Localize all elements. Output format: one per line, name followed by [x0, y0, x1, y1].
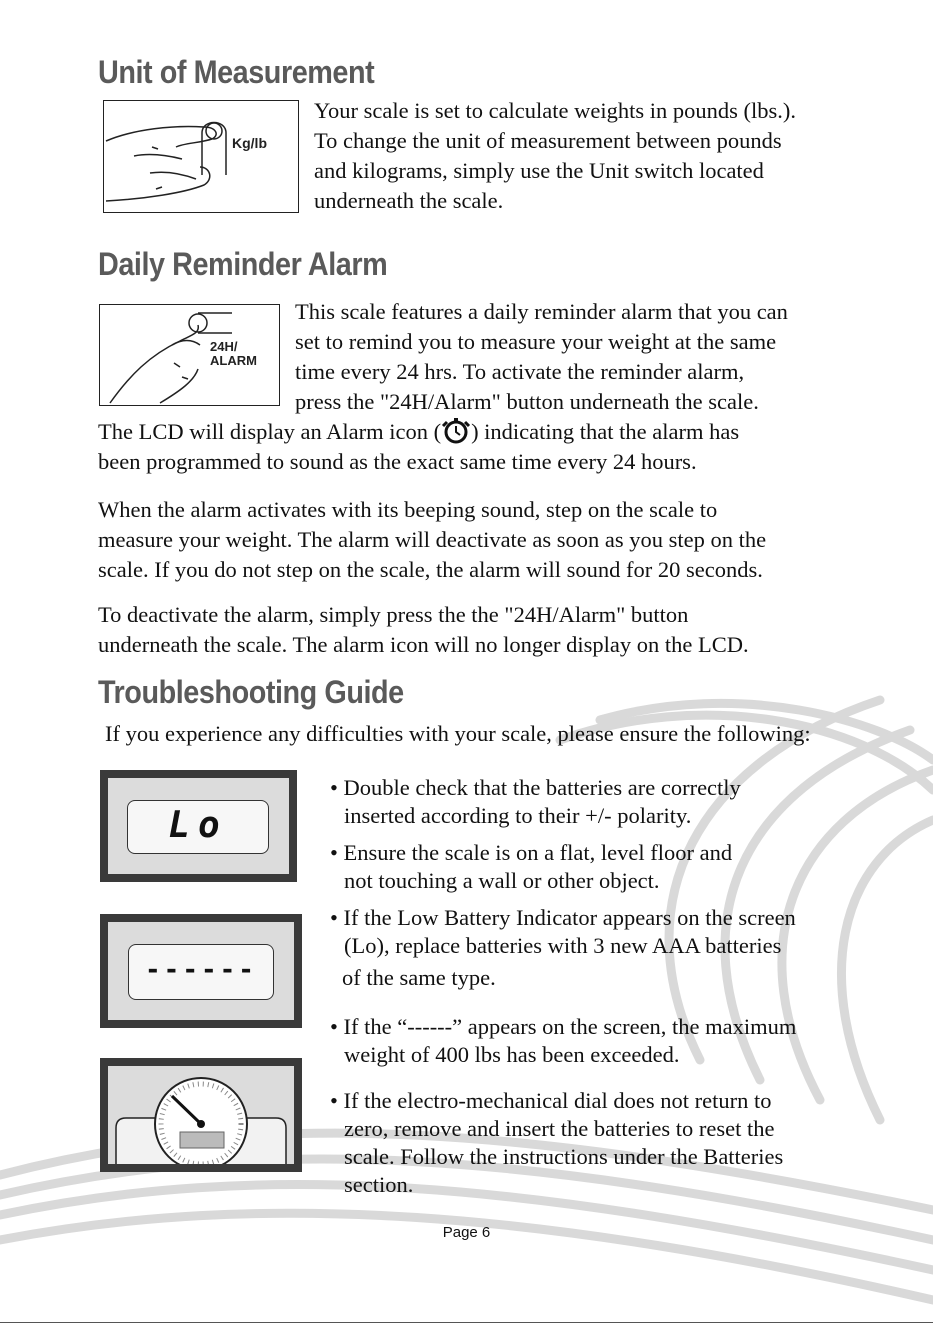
- alarm-deactivate-paragraph: To deactivate the alarm, simply press the the "24H/Alarm" button underneath the scale. The alarm icon will no longer display on the LCD.: [98, 602, 749, 657]
- alarm-lcd-paragraph: The LCD will display an Alarm icon ( ) indicating that the alarm has been programmed to sound as the exact same time every 24 hours.: [98, 419, 740, 474]
- alarm-clock-icon: [441, 418, 471, 444]
- kglb-label: Kg/lb: [232, 135, 267, 151]
- troubleshooting-intro: If you experience any difficulties with your scale, please ensure the following:: [105, 721, 811, 746]
- bullet-4: • If the “------” appears on the screen, the maximum weight of 400 lbs has been exceeded.: [330, 1014, 797, 1067]
- bottom-divider: [0, 1322, 933, 1323]
- section-title-unit: Unit of Measurement: [98, 54, 375, 90]
- unit-switch-figure: [103, 100, 299, 213]
- lcd-dashes-figure: [100, 914, 302, 1028]
- bullet-5: • If the electro-mechanical dial does not return to zero, remove and insert the batteries to reset the scale. Follow the instructions under the Batteries section.: [330, 1088, 784, 1197]
- alarm-button-figure: [99, 304, 280, 406]
- lcd-lo-figure: [100, 770, 297, 882]
- alarm-activate-paragraph: When the alarm activates with its beeping sound, step on the scale to measure your weight. The alarm will deactivate as soon as you step on the scale. If you do not step on the scale, the alarm will sound for 20 seconds.: [98, 497, 767, 582]
- section-title-alarm: Daily Reminder Alarm: [98, 246, 388, 282]
- alarm-label-1: 24H/: [210, 339, 238, 354]
- lcd-dashes-text: ------: [145, 955, 257, 985]
- bullet-1: • Double check that the batteries are correctly inserted according to their +/- polarity.: [330, 775, 741, 828]
- bullet-3: • If the Low Battery Indicator appears on the screen (Lo), replace batteries with 3 new AAA batteries of the same type.: [330, 905, 796, 990]
- alarm-label-2: ALARM: [210, 353, 257, 368]
- lcd-lo-text: Lo: [168, 805, 228, 846]
- unit-paragraph: Your scale is set to calculate weights in pounds (lbs.). To change the unit of measurement between pounds and kilograms, simply use the Unit switch located underneath the scale.: [314, 98, 797, 213]
- hand-press-icon: [104, 101, 298, 212]
- section-title-troubleshooting: Troubleshooting Guide: [98, 674, 404, 710]
- hand-press-alarm-icon: [100, 305, 279, 405]
- bullet-2: • Ensure the scale is on a flat, level floor and not touching a wall or other object.: [330, 840, 733, 893]
- page-number: Page 6: [442, 1224, 491, 1241]
- dial-figure: [100, 1058, 302, 1172]
- dial-icon: [108, 1066, 294, 1164]
- alarm-intro-paragraph: This scale features a daily reminder alarm that you can set to remind you to measure your weight at the same time every 24 hrs. To activate the reminder alarm, press the "24H/Alarm" button underneath the scale.: [295, 299, 788, 414]
